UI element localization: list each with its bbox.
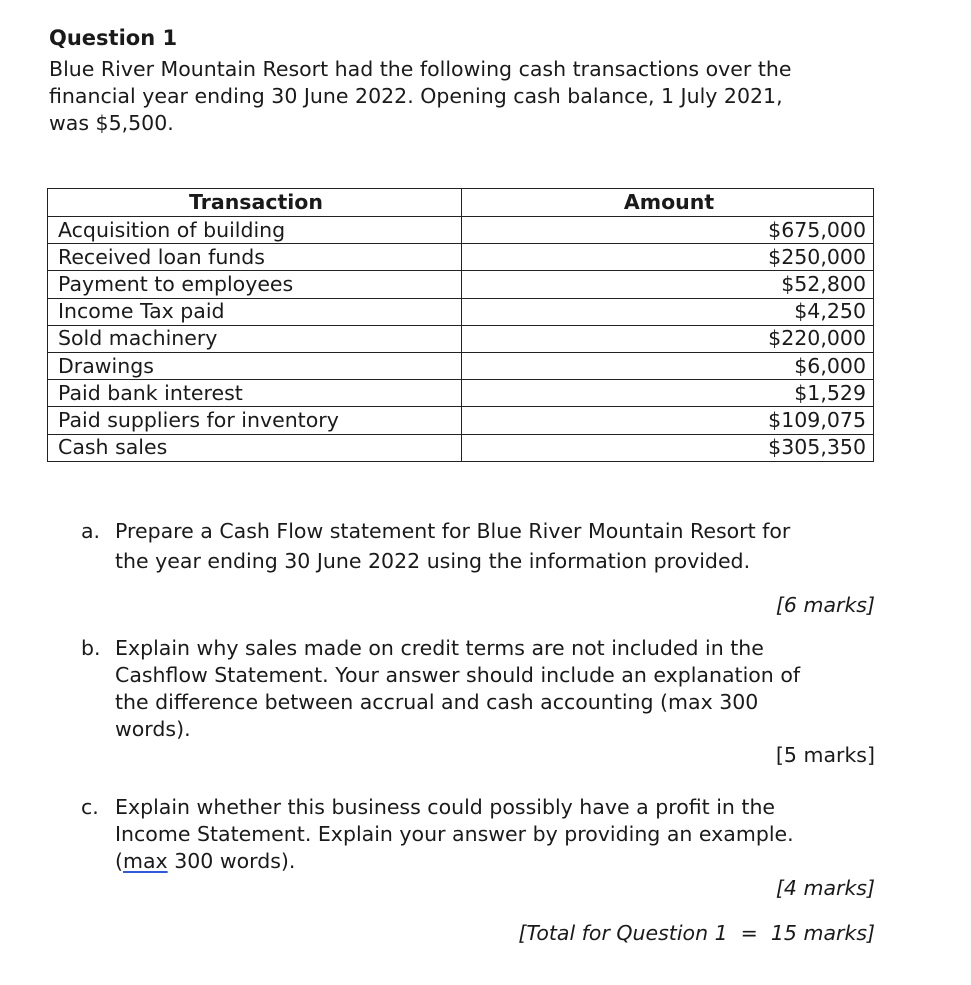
table-row bbox=[48, 434, 874, 461]
part-a-line: Prepare a Cash Flow statement for Blue River Mountain Resort for bbox=[115, 519, 791, 543]
table-row bbox=[48, 352, 874, 379]
table-row bbox=[48, 298, 874, 325]
part-b-marks: [5 marks] bbox=[775, 743, 875, 767]
amount-cell: $109,075 bbox=[462, 407, 874, 434]
part-a-text bbox=[115, 518, 790, 575]
transaction-cell: Income Tax paid bbox=[48, 298, 462, 325]
part-b-line: words). bbox=[115, 717, 191, 741]
intro-line: Blue River Mountain Resort had the following cash transactions over the bbox=[49, 57, 792, 81]
transactions-table bbox=[47, 188, 874, 462]
transaction-cell: Paid bank interest bbox=[48, 380, 462, 407]
part-a bbox=[81, 518, 901, 578]
part-c-line-rest: 300 words). bbox=[167, 849, 296, 873]
column-header-transaction: Transaction bbox=[48, 189, 462, 217]
table-row bbox=[48, 380, 874, 407]
table-row bbox=[48, 217, 874, 244]
table-row bbox=[48, 407, 874, 434]
amount-cell: $52,800 bbox=[462, 271, 874, 298]
amount-cell: $305,350 bbox=[462, 434, 874, 461]
part-c-line: Explain whether this business could possibly have a profit in the bbox=[115, 795, 776, 819]
transaction-cell: Cash sales bbox=[48, 434, 462, 461]
question-title: Question 1 bbox=[49, 26, 178, 50]
part-a-marks: [6 marks] bbox=[775, 593, 875, 617]
part-a-letter: a. bbox=[81, 519, 101, 543]
part-c-line bbox=[115, 848, 794, 875]
transaction-cell: Received loan funds bbox=[48, 244, 462, 271]
amount-cell: $4,250 bbox=[462, 298, 874, 325]
total-marks: [Total for Question 1 = 15 marks] bbox=[518, 921, 875, 945]
amount-cell: $250,000 bbox=[462, 244, 874, 271]
part-c bbox=[81, 794, 901, 876]
transaction-cell: Paid suppliers for inventory bbox=[48, 407, 462, 434]
transaction-cell: Payment to employees bbox=[48, 271, 462, 298]
table-row bbox=[48, 325, 874, 352]
part-b-letter: b. bbox=[81, 636, 101, 660]
transaction-cell: Acquisition of building bbox=[48, 217, 462, 244]
intro-line: was $5,500. bbox=[49, 111, 174, 135]
part-c-marks: [4 marks] bbox=[775, 876, 875, 900]
part-b-text bbox=[115, 635, 800, 743]
amount-cell: $675,000 bbox=[462, 217, 874, 244]
part-a-line: the year ending 30 June 2022 using the information provided. bbox=[115, 549, 751, 573]
transaction-cell: Sold machinery bbox=[48, 325, 462, 352]
table-row bbox=[48, 244, 874, 271]
table-header-row bbox=[48, 189, 874, 217]
part-c-open-paren: ( bbox=[115, 849, 123, 873]
transaction-cell: Drawings bbox=[48, 352, 462, 379]
amount-cell: $220,000 bbox=[462, 325, 874, 352]
amount-cell: $6,000 bbox=[462, 352, 874, 379]
spellcheck-underlined-word: max bbox=[123, 849, 168, 873]
part-b-line: Explain why sales made on credit terms are not included in the bbox=[115, 636, 764, 660]
table-row bbox=[48, 271, 874, 298]
intro-line: financial year ending 30 June 2022. Opening cash balance, 1 July 2021, bbox=[49, 84, 783, 108]
part-b bbox=[81, 635, 901, 745]
part-c-text bbox=[115, 794, 794, 875]
part-c-letter: c. bbox=[81, 795, 99, 819]
part-b-line: Cashflow Statement. Your answer should include an explanation of bbox=[115, 663, 801, 687]
column-header-amount: Amount bbox=[462, 189, 874, 217]
part-b-line: the difference between accrual and cash accounting (max 300 bbox=[115, 690, 759, 714]
question-intro bbox=[49, 56, 899, 137]
amount-cell: $1,529 bbox=[462, 380, 874, 407]
part-c-line: Income Statement. Explain your answer by providing an example. bbox=[115, 822, 794, 846]
